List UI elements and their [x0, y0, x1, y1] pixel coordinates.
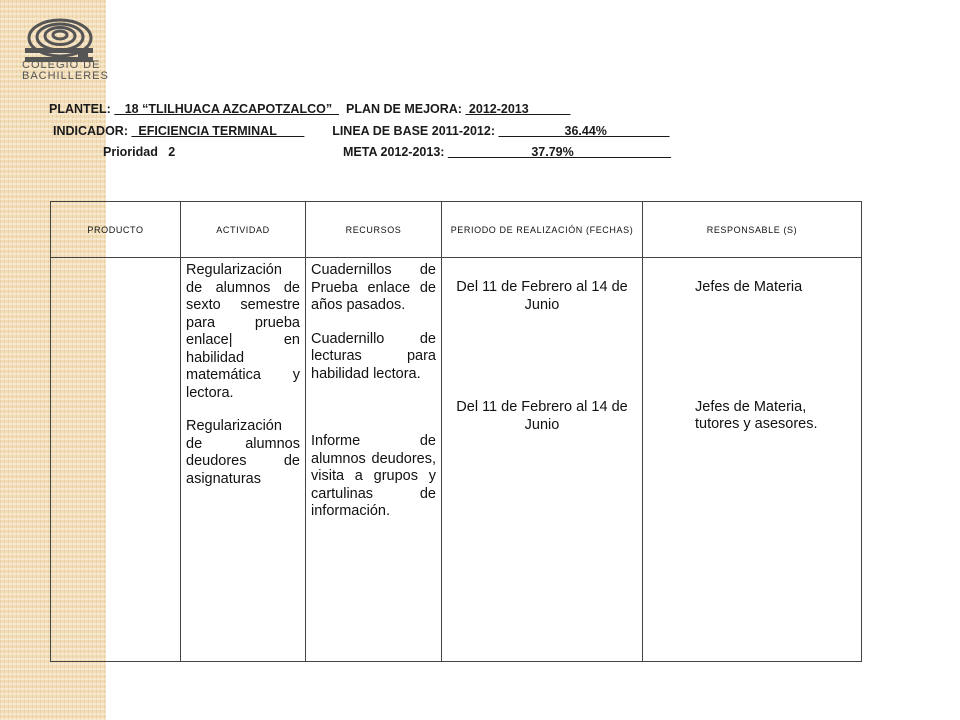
actividad-cell	[181, 258, 306, 662]
table-header-row	[51, 202, 862, 258]
header-line-indicador	[53, 124, 669, 138]
responsable-item-1: Jefes de Materia	[695, 279, 803, 295]
plan-value: 2012-2013______	[465, 102, 571, 116]
column-header-responsable: RESPONSABLE (S)	[643, 202, 862, 258]
periodo-cell	[442, 258, 643, 662]
linea-label: LINEA DE BASE 2011-2012:	[304, 124, 499, 138]
recursos-cell	[306, 258, 442, 662]
meta-value: ___ ________37.79%______________	[447, 145, 672, 159]
recurso-item-1: Cuadernillos de Prueba enlace de años pasados.	[311, 262, 436, 313]
column-header-periodo: PERIODO DE REALIZACIÓN (FECHAS)	[442, 202, 643, 258]
plan-label: PLAN DE MEJORA:	[339, 102, 466, 116]
logo-text-line1: COLEGIO DE	[22, 59, 101, 71]
actividad-item-2: Regularización de alumnos deudores de asignaturas	[186, 418, 300, 487]
column-header-actividad: ACTIVIDAD	[181, 202, 306, 258]
responsable-cell	[643, 258, 862, 662]
indicador-value: _EFICIENCIA TERMINAL	[131, 124, 305, 138]
table-row	[51, 258, 862, 662]
improvement-plan-table	[50, 201, 862, 662]
header-line-meta	[343, 145, 671, 159]
actividad-item-1: Regularización de alumnos de sexto semestre para prueba enlace| en habilidad matemática y lectora.	[186, 262, 300, 401]
producto-cell	[51, 258, 181, 662]
column-header-producto: PRODUCTO	[51, 202, 181, 258]
indicador-label: INDICADOR:	[53, 124, 132, 138]
recurso-item-2: Cuadernillo de lecturas para habilidad lectora.	[311, 330, 436, 382]
column-header-recursos: RECURSOS	[306, 202, 442, 258]
periodo-item-2: Del 11 de Febrero al 14 de Junio	[456, 399, 628, 433]
plantel-label: PLANTEL:	[49, 102, 115, 116]
linea-value: _________36.44%_________	[498, 124, 670, 138]
prioridad-text: Prioridad 2	[103, 145, 176, 159]
recurso-item-3: Informe de alumnos deudores, visita a grupos y cartulinas de información.	[311, 433, 436, 519]
logo-text-line2: BACHILLERES	[22, 70, 109, 82]
plantel-value: 18 “TLILHUACA AZCAPOTZALCO”	[114, 102, 340, 116]
meta-label: META 2012-2013:	[343, 145, 448, 159]
periodo-item-1: Del 11 de Febrero al 14 de Junio	[456, 279, 628, 313]
header-line-plantel	[49, 102, 570, 116]
responsable-item-2: Jefes de Materia, tutores y asesores.	[695, 398, 818, 432]
